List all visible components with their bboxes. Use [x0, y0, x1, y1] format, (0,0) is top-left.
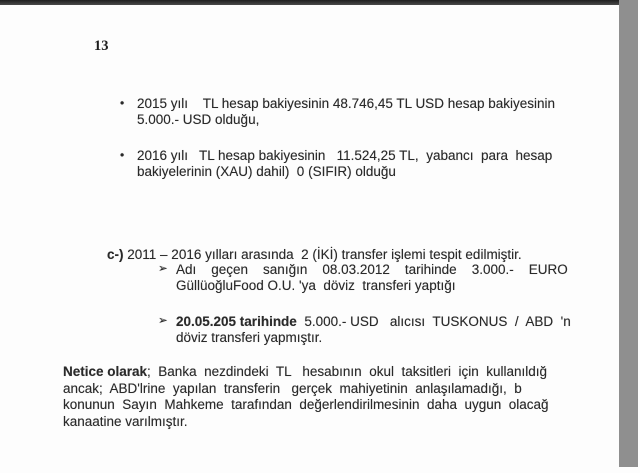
clause-text: 2011 – 2016 yılları arasında 2 (İKİ) transfer işlemi tespit edilmiştir. — [123, 246, 522, 262]
arrow-bullet-icon: ➢ — [158, 263, 168, 275]
conclusion-line: ancak; ABD'lrine yapılan transferin gerçek mahiyetinin anlaşılamadığı, b — [63, 380, 522, 396]
conclusion-paragraph — [63, 364, 549, 430]
transfer-date-bold: 20.05.205 tarihinde — [176, 314, 297, 329]
transfer-text — [176, 314, 571, 345]
transfer-item-usd — [158, 314, 571, 345]
bullet-icon: • — [120, 148, 125, 162]
conclusion-line: konunun Sayın Mahkeme tarafından değerlendirilmesinin daha uygun olacağ — [63, 397, 549, 412]
transfer-text — [176, 262, 568, 293]
conclusion-line — [63, 364, 549, 381]
conclusion-line: kanaatine varılmıştır. — [63, 413, 188, 429]
transfer-line-rest: Adı geçen sanığın 08.03.2012 tarihinde 3.000.- EURO — [176, 262, 568, 277]
bullet-line: 2015 yılı TL hesap bakiyesinin 48.746,45 TL USD hesap bakiyesinin — [137, 96, 556, 111]
bullet-text — [137, 148, 552, 179]
bullet-line: bakiyelerinin (XAU) dahil) 0 (SIFIR) olduğu — [137, 163, 396, 179]
top-scan-edge-bar — [0, 0, 619, 5]
page-number: 13 — [94, 38, 109, 54]
conclusion-line-rest: ; Banka nezdindeki TL hesabının okul taksitleri için kullanıldığ — [147, 364, 548, 379]
bullet-line: 5.000.- USD olduğu, — [137, 111, 260, 127]
balance-bullet-2016 — [120, 148, 552, 179]
arrow-bullet-icon: ➢ — [158, 315, 168, 327]
conclusion-lead-bold: Netice olarak — [63, 364, 148, 379]
bullet-text — [137, 96, 555, 127]
clause-label: c-) — [107, 246, 124, 262]
transfer-line: döviz transferi yapmıştır. — [176, 329, 323, 345]
right-scan-edge-bar — [619, 0, 638, 467]
bullet-icon: • — [120, 96, 125, 110]
bullet-line: 2016 yılı TL hesap bakiyesinin 11.524,25 TL, yabancı para hesap — [137, 148, 553, 163]
transfer-line-rest: 5.000.- USD alıcısı TUSKONUS / ABD 'n — [296, 314, 571, 329]
transfer-line — [176, 314, 571, 330]
balance-bullet-2015 — [120, 96, 555, 127]
transfer-line — [176, 262, 568, 278]
transfer-line: GüllüoğluFood O.U. 'ya döviz transferi yaptığı — [176, 277, 456, 293]
transfer-item-euro — [158, 262, 568, 293]
